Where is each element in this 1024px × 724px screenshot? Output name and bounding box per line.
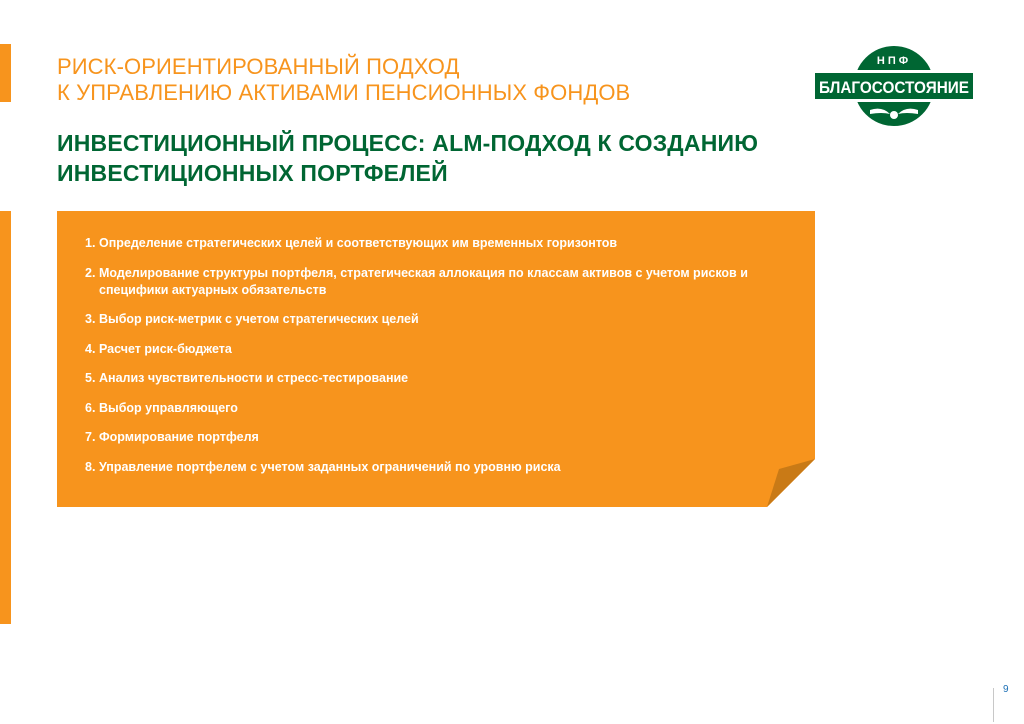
list-item — [85, 235, 805, 252]
step-text: Анализ чувствительности и стресс-тестирование — [99, 371, 409, 385]
step-number: 3. — [85, 312, 96, 326]
list-item — [85, 429, 805, 446]
step-text: Формирование портфеля — [99, 430, 259, 444]
list-item — [85, 265, 805, 299]
list-item — [85, 459, 805, 476]
list-item — [85, 370, 805, 387]
step-number: 4. — [85, 341, 96, 356]
step-number: 6. — [85, 400, 96, 415]
section-heading — [57, 128, 837, 188]
presentation-title-line2: К УПРАВЛЕНИЮ АКТИВАМИ ПЕНСИОННЫХ ФОНДОВ — [57, 80, 631, 105]
step-text: Моделирование структуры портфеля, стратегическая аллокация по классам активов с учетом рисков и специфики актуарных обязательств — [99, 265, 748, 297]
presentation-title — [57, 54, 777, 106]
process-steps-list — [85, 235, 805, 488]
step-number: 5. — [85, 371, 96, 385]
step-number: 1. — [85, 236, 96, 250]
list-item — [85, 341, 805, 358]
step-text: Выбор риск-метрик с учетом стратегических целей — [99, 312, 419, 326]
npf-logo — [810, 44, 978, 128]
accent-bar-top — [0, 44, 11, 102]
section-heading-line1: ИНВЕСТИЦИОННЫЙ ПРОЦЕСС: ALM-ПОДХОД К СОЗДАНИЮ — [57, 130, 759, 156]
section-heading-line2: ИНВЕСТИЦИОННЫХ ПОРТФЕЛЕЙ — [57, 160, 448, 186]
step-text: Определение стратегических целей и соответствующих им временных горизонтов — [99, 236, 618, 250]
page-number-divider — [993, 688, 994, 722]
step-number: 2. — [85, 265, 96, 280]
logo-npf-text: НПФ — [876, 55, 912, 67]
page-number: 9 — [1003, 684, 1009, 695]
step-text: Управление портфелем с учетом заданных ограничений по уровню риска — [99, 459, 561, 474]
list-item — [85, 311, 805, 328]
step-text: Расчет риск-бюджета — [99, 341, 232, 356]
step-number: 7. — [85, 430, 96, 444]
accent-bar-bottom — [0, 211, 11, 624]
list-item — [85, 400, 805, 417]
logo-name-text: БЛАГОСОСТОЯНИЕ — [819, 78, 969, 97]
step-text: Выбор управляющего — [99, 400, 238, 415]
presentation-title-line1: РИСК-ОРИЕНТИРОВАННЫЙ ПОДХОД — [57, 54, 460, 79]
step-number: 8. — [85, 459, 96, 474]
